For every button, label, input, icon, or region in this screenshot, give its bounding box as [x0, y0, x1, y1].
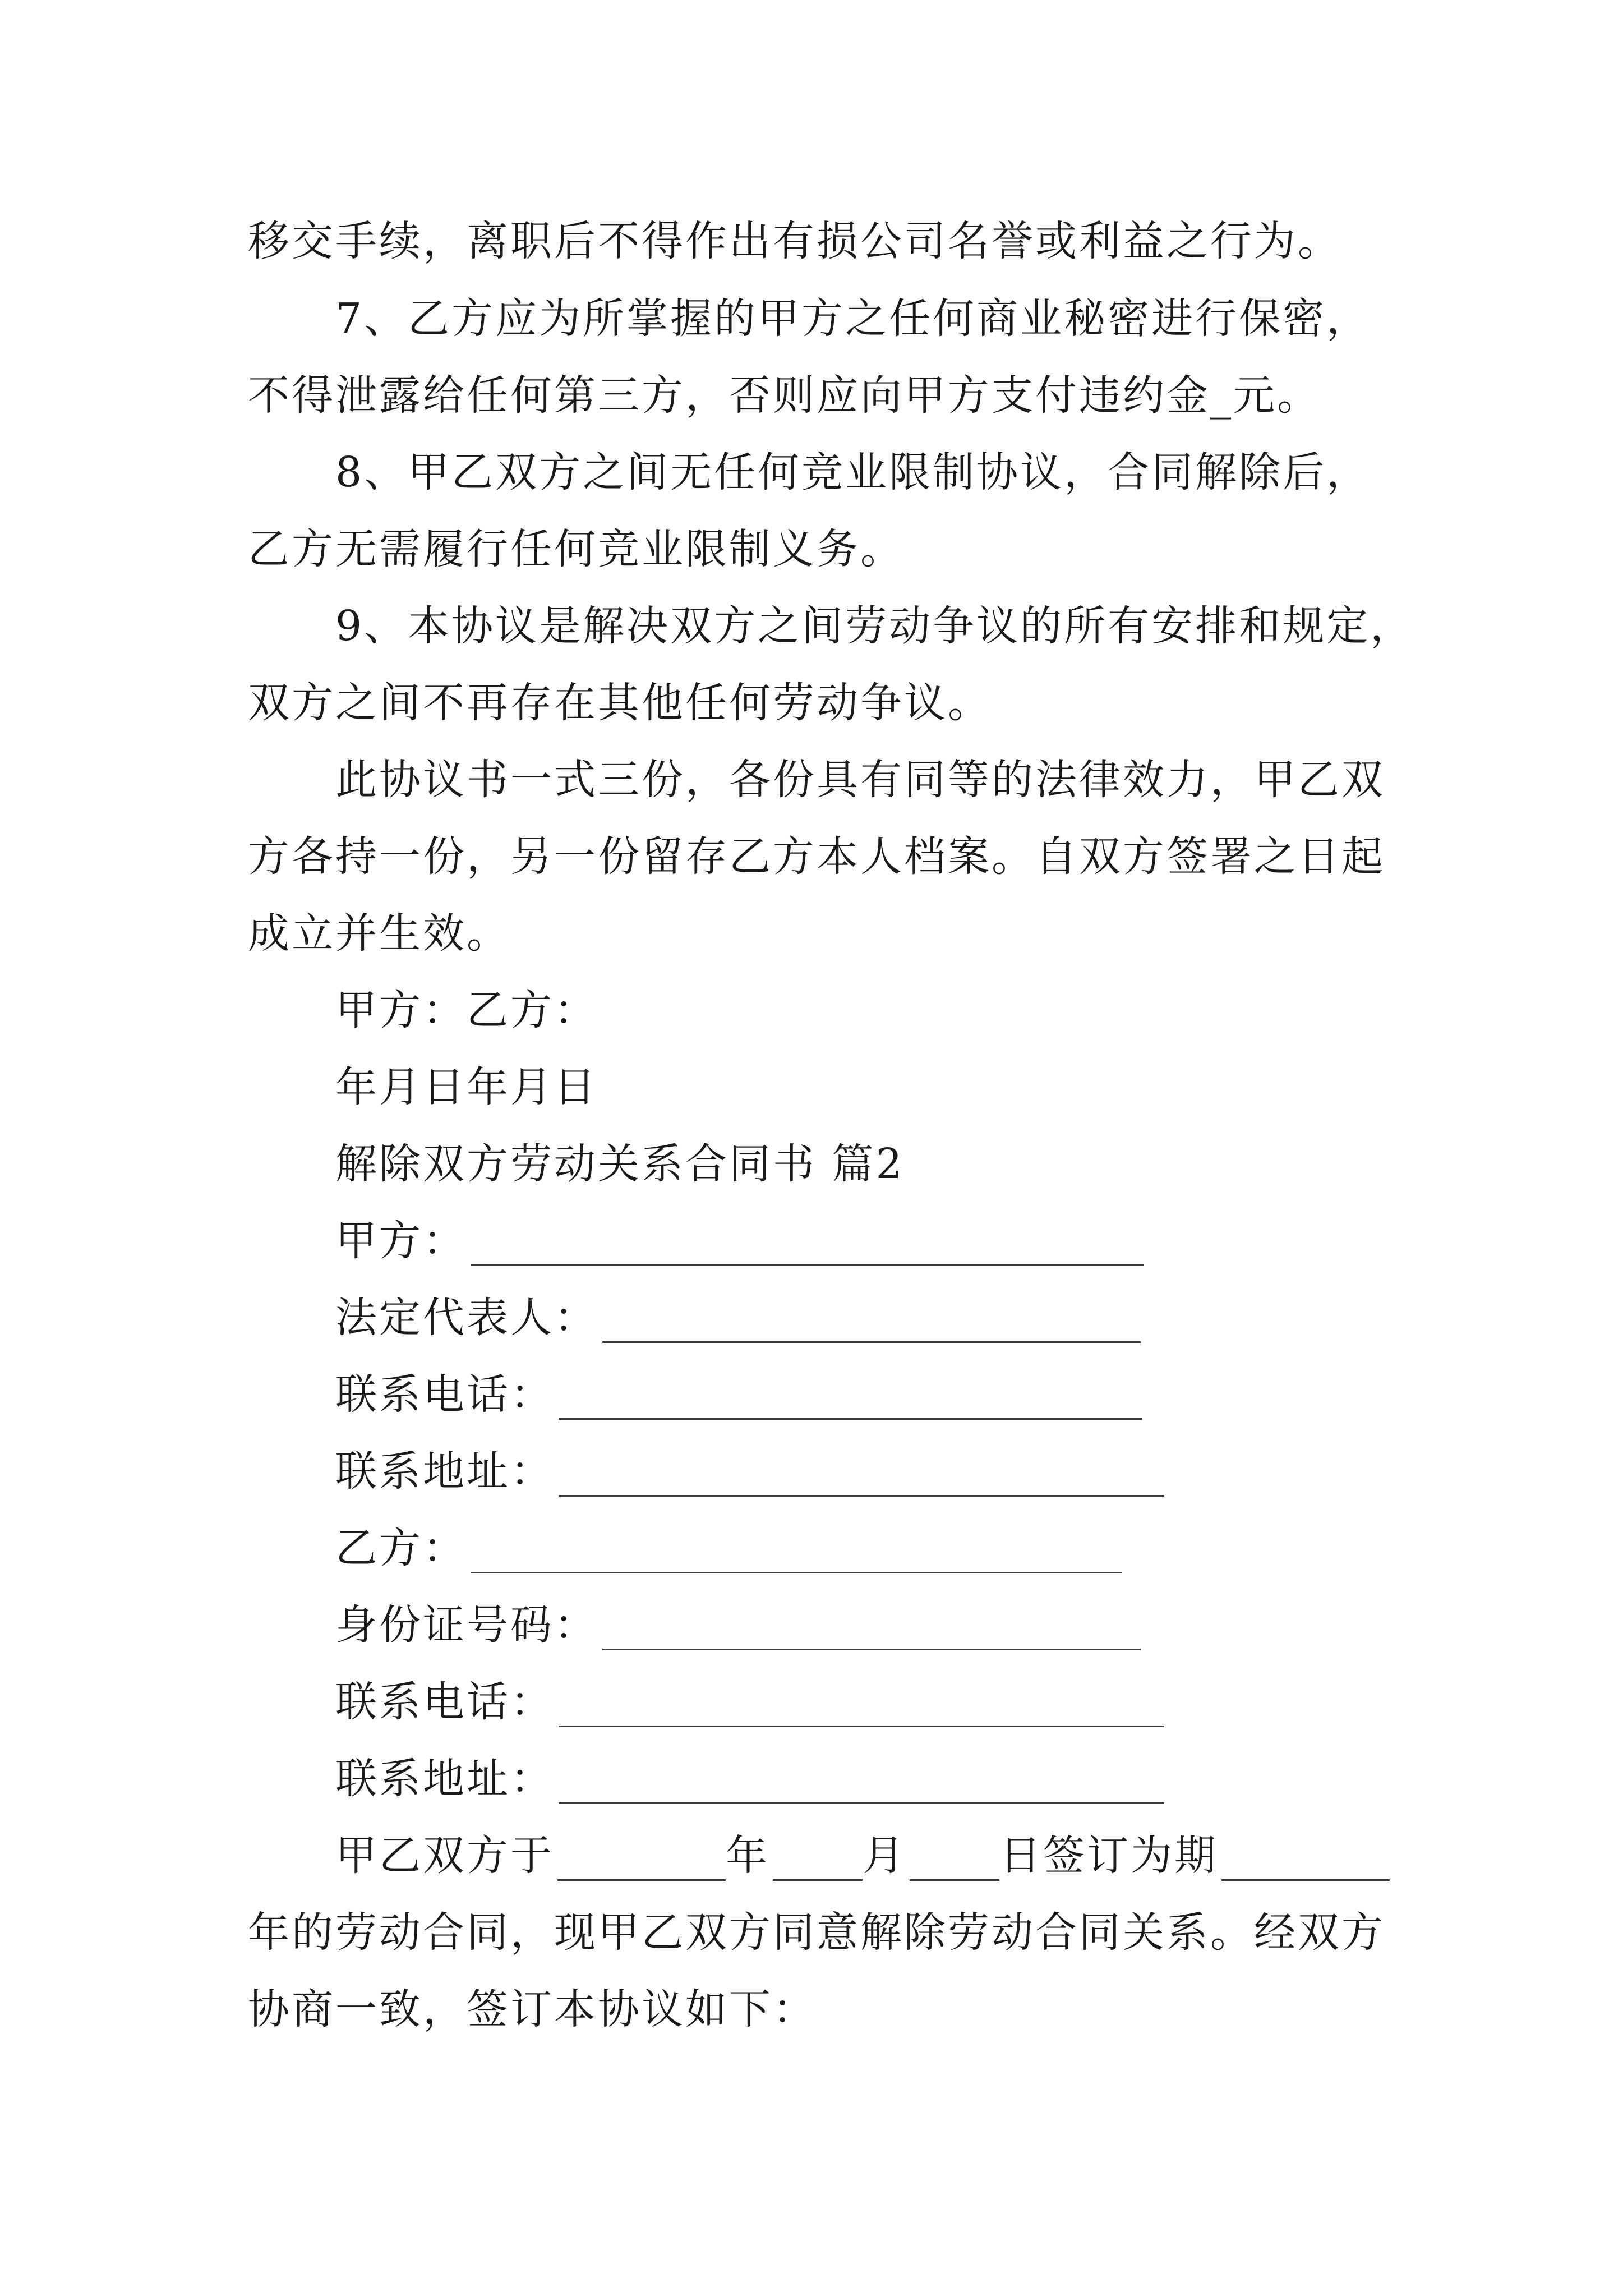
party-b-blank: [471, 1537, 1122, 1573]
phone-b-field: [335, 1677, 1164, 1727]
party-b-field: [335, 1523, 1122, 1573]
address-b-field: [335, 1754, 1164, 1804]
clause-9-line-2: 双方之间不再存在其他任何劳动争议。: [248, 679, 992, 727]
party-a-blank: [471, 1230, 1144, 1266]
phone-a-blank: [559, 1383, 1142, 1420]
address-a-field: [335, 1446, 1164, 1497]
phone-b-label: 联系电话：: [335, 1678, 554, 1726]
phone-a-field: [335, 1369, 1142, 1420]
address-b-blank: [559, 1768, 1164, 1804]
closing-line-3: 协商一致，签订本协议如下：: [248, 1985, 817, 2033]
party-a-field: [335, 1216, 1144, 1266]
month-label: 月: [863, 1832, 906, 1880]
legal-rep-field: [335, 1292, 1141, 1343]
signature-parties: 甲方：乙方：: [335, 986, 598, 1034]
copies-line-3: 成立并生效。: [248, 909, 510, 958]
copies-line-1: 此协议书一式三份，各份具有同等的法律效力，甲乙双: [335, 756, 1385, 804]
day-blank: [910, 1844, 999, 1881]
legal-rep-label: 法定代表人：: [335, 1294, 598, 1342]
section-title: 解除双方劳动关系合同书 篇2: [335, 1140, 905, 1188]
copies-line-2: 方各持一份，另一份留存乙方本人档案。自双方签署之日起: [248, 832, 1385, 881]
phone-a-label: 联系电话：: [335, 1370, 554, 1419]
id-number-blank: [602, 1614, 1141, 1650]
id-number-label: 身份证号码：: [335, 1601, 598, 1649]
clause-7-line-1: 7、乙方应为所掌握的甲方之任何商业秘密进行保密，: [335, 295, 1371, 343]
clause-8-line-1: 8、甲乙双方之间无任何竞业限制协议，合同解除后，: [335, 448, 1371, 496]
legal-rep-blank: [602, 1306, 1141, 1343]
day-sign-label: 日签订为期: [999, 1832, 1218, 1880]
id-number-field: [335, 1600, 1141, 1650]
term-blank: [1221, 1844, 1390, 1881]
signature-dates: 年月日年月日: [335, 1063, 598, 1111]
paragraph-line: 移交手续，离职后不得作出有损公司名誉或利益之行为。: [248, 217, 1341, 265]
party-b-label: 乙方：: [335, 1524, 467, 1572]
year-blank: [557, 1844, 726, 1881]
clause-8-line-2: 乙方无需履行任何竞业限制义务。: [248, 525, 904, 573]
signing-date-line: [335, 1830, 1390, 1881]
signing-prefix: 甲乙双方于: [335, 1832, 554, 1880]
address-a-blank: [559, 1460, 1164, 1497]
clause-7-line-2: 不得泄露给任何第三方，否则应向甲方支付违约金_元。: [248, 371, 1321, 420]
month-blank: [773, 1844, 863, 1881]
address-a-label: 联系地址：: [335, 1447, 554, 1496]
phone-b-blank: [559, 1691, 1164, 1727]
closing-line-2: 年的劳动合同，现甲乙双方同意解除劳动合同关系。经双方: [248, 1908, 1385, 1957]
address-b-label: 联系地址：: [335, 1755, 554, 1803]
year-label: 年: [726, 1832, 769, 1880]
clause-9-line-1: 9、本协议是解决双方之间劳动争议的所有安排和规定，: [335, 602, 1414, 650]
party-a-label: 甲方：: [335, 1217, 467, 1265]
